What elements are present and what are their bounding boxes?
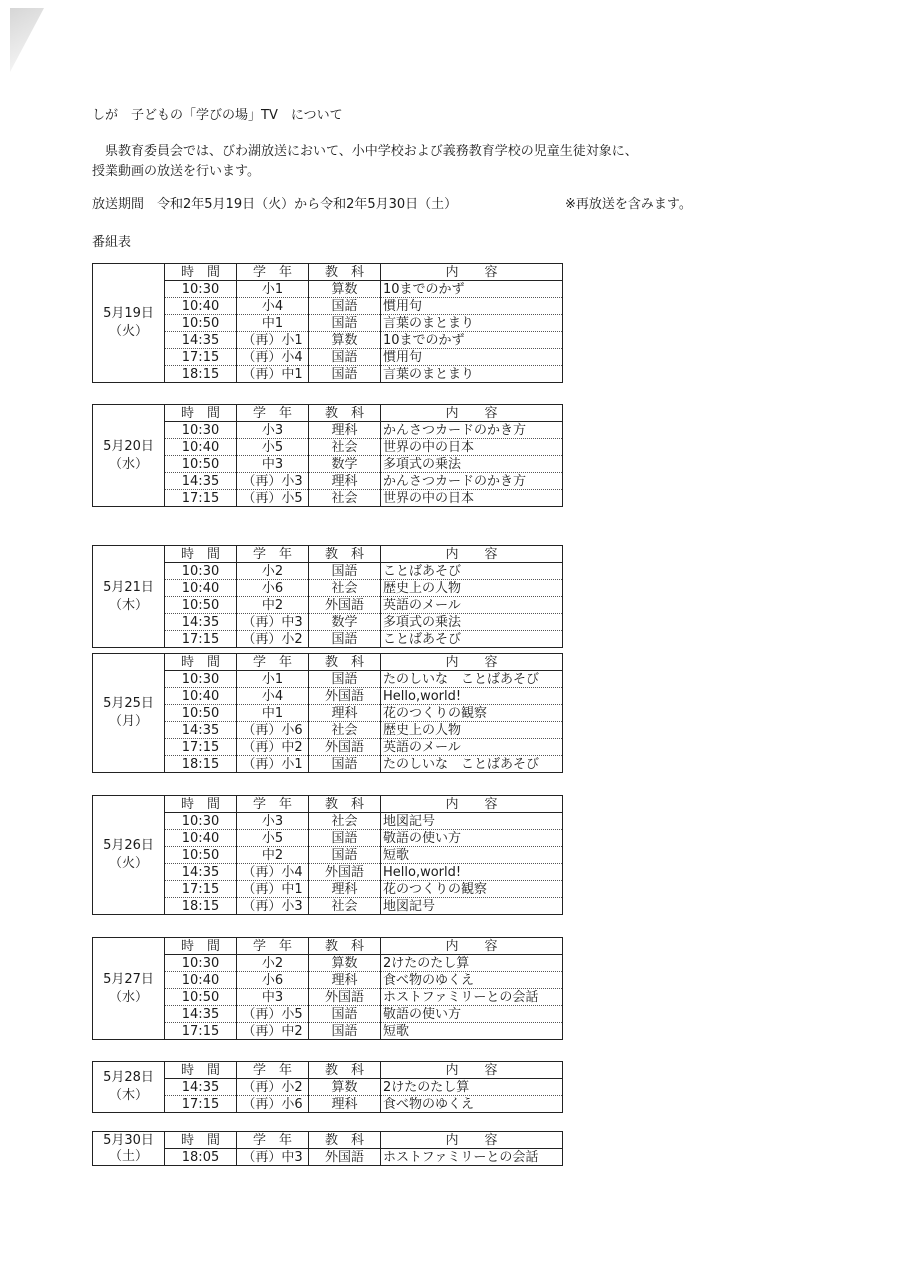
header-content: 内 容 bbox=[381, 796, 563, 813]
cell-subject: 理科 bbox=[309, 881, 381, 898]
day-label bbox=[93, 405, 165, 507]
header-subject: 教 科 bbox=[309, 654, 381, 671]
cell-subject: 外国語 bbox=[309, 1149, 381, 1166]
cell-time: 18:15 bbox=[165, 898, 237, 915]
cell-time: 10:40 bbox=[165, 439, 237, 456]
cell-grade: （再）小2 bbox=[237, 631, 309, 648]
cell-grade: 小2 bbox=[237, 955, 309, 972]
cell-content: ホストファミリーとの会話 bbox=[381, 989, 563, 1006]
header-content: 内 容 bbox=[381, 546, 563, 563]
cell-time: 10:30 bbox=[165, 813, 237, 830]
cell-content: 世界の中の日本 bbox=[381, 490, 563, 507]
cell-content: 花のつくりの観察 bbox=[381, 705, 563, 722]
cell-subject: 社会 bbox=[309, 813, 381, 830]
cell-time: 14:35 bbox=[165, 722, 237, 739]
cell-content: 2けたのたし算 bbox=[381, 1079, 563, 1096]
cell-time: 10:30 bbox=[165, 281, 237, 298]
header-grade: 学 年 bbox=[237, 405, 309, 422]
cell-subject: 社会 bbox=[309, 490, 381, 507]
cell-content: 10までのかず bbox=[381, 281, 563, 298]
cell-grade: （再）中1 bbox=[237, 366, 309, 383]
cell-subject: 数学 bbox=[309, 614, 381, 631]
cell-content: 歴史上の人物 bbox=[381, 722, 563, 739]
cell-subject: 理科 bbox=[309, 972, 381, 989]
schedule-table bbox=[92, 404, 563, 507]
intro-line-1: 県教育委員会では、びわ湖放送において、小中学校および義務教育学校の児童生徒対象に、 bbox=[105, 144, 638, 159]
cell-time: 14:35 bbox=[165, 473, 237, 490]
cell-content: 多項式の乗法 bbox=[381, 456, 563, 473]
cell-time: 17:15 bbox=[165, 1023, 237, 1040]
header-row bbox=[93, 654, 563, 671]
header-grade: 学 年 bbox=[237, 546, 309, 563]
header-row bbox=[93, 405, 563, 422]
cell-time: 10:40 bbox=[165, 298, 237, 315]
cell-subject: 算数 bbox=[309, 1079, 381, 1096]
header-content: 内 容 bbox=[381, 405, 563, 422]
cell-subject: 算数 bbox=[309, 332, 381, 349]
schedule-table bbox=[92, 937, 563, 1040]
cell-subject: 理科 bbox=[309, 1096, 381, 1113]
cell-subject: 外国語 bbox=[309, 597, 381, 614]
header-row bbox=[93, 1132, 563, 1149]
cell-time: 10:40 bbox=[165, 972, 237, 989]
cell-grade: 小3 bbox=[237, 813, 309, 830]
cell-grade: 小6 bbox=[237, 972, 309, 989]
cell-subject: 国語 bbox=[309, 563, 381, 580]
cell-time: 10:40 bbox=[165, 830, 237, 847]
day-label bbox=[93, 938, 165, 1040]
cell-subject: 国語 bbox=[309, 366, 381, 383]
header-content: 内 容 bbox=[381, 938, 563, 955]
schedule-table bbox=[92, 795, 563, 915]
schedule-table bbox=[92, 545, 563, 648]
cell-grade: 小2 bbox=[237, 563, 309, 580]
cell-subject: 社会 bbox=[309, 439, 381, 456]
scan-corner-mark bbox=[10, 8, 44, 72]
cell-content: 歴史上の人物 bbox=[381, 580, 563, 597]
header-time: 時 間 bbox=[165, 405, 237, 422]
cell-subject: 国語 bbox=[309, 847, 381, 864]
day-weekday: （火） bbox=[108, 324, 148, 339]
cell-subject: 外国語 bbox=[309, 739, 381, 756]
cell-time: 10:30 bbox=[165, 955, 237, 972]
cell-grade: （再）中2 bbox=[237, 1023, 309, 1040]
cell-subject: 理科 bbox=[309, 422, 381, 439]
cell-grade: （再）小1 bbox=[237, 756, 309, 773]
intro-line-2: 授業動画の放送を行います。 bbox=[92, 164, 260, 179]
day-label bbox=[93, 796, 165, 915]
cell-time: 18:15 bbox=[165, 756, 237, 773]
cell-subject: 国語 bbox=[309, 631, 381, 648]
cell-time: 14:35 bbox=[165, 1079, 237, 1096]
header-row bbox=[93, 938, 563, 955]
page-title: しが 子どもの「学びの場」TV について bbox=[92, 108, 343, 123]
header-subject: 教 科 bbox=[309, 938, 381, 955]
cell-time: 17:15 bbox=[165, 631, 237, 648]
day-weekday: （月） bbox=[108, 714, 148, 729]
day-weekday: （木） bbox=[108, 1088, 148, 1103]
cell-content: 英語のメール bbox=[381, 739, 563, 756]
cell-subject: 社会 bbox=[309, 580, 381, 597]
cell-content: たのしいな ことばあそび bbox=[381, 756, 563, 773]
cell-grade: 中2 bbox=[237, 597, 309, 614]
header-subject: 教 科 bbox=[309, 405, 381, 422]
cell-content: 敬語の使い方 bbox=[381, 830, 563, 847]
header-row bbox=[93, 796, 563, 813]
day-weekday: （木） bbox=[108, 597, 148, 613]
cell-content: Hello,world! bbox=[381, 864, 563, 881]
cell-content: 敬語の使い方 bbox=[381, 1006, 563, 1023]
header-time: 時 間 bbox=[165, 796, 237, 813]
cell-subject: 国語 bbox=[309, 298, 381, 315]
cell-grade: 小4 bbox=[237, 298, 309, 315]
cell-time: 14:35 bbox=[165, 864, 237, 881]
cell-subject: 算数 bbox=[309, 281, 381, 298]
cell-grade: 小5 bbox=[237, 830, 309, 847]
schedule-table bbox=[92, 653, 563, 773]
header-subject: 教 科 bbox=[309, 546, 381, 563]
header-grade: 学 年 bbox=[237, 796, 309, 813]
cell-content: 食べ物のゆくえ bbox=[381, 1096, 563, 1113]
cell-content: ことばあそび bbox=[381, 563, 563, 580]
cell-time: 18:05 bbox=[165, 1149, 237, 1166]
day-label bbox=[93, 1132, 165, 1166]
cell-subject: 社会 bbox=[309, 722, 381, 739]
header-subject: 教 科 bbox=[309, 796, 381, 813]
cell-content: Hello,world! bbox=[381, 688, 563, 705]
cell-subject: 国語 bbox=[309, 756, 381, 773]
header-row bbox=[93, 546, 563, 563]
header-time: 時 間 bbox=[165, 546, 237, 563]
cell-grade: 小1 bbox=[237, 281, 309, 298]
cell-subject: 国語 bbox=[309, 1006, 381, 1023]
cell-content: 慣用句 bbox=[381, 349, 563, 366]
day-date: 5月20日 bbox=[103, 438, 154, 454]
cell-subject: 国語 bbox=[309, 671, 381, 688]
cell-subject: 外国語 bbox=[309, 864, 381, 881]
cell-time: 17:15 bbox=[165, 1096, 237, 1113]
cell-time: 18:15 bbox=[165, 366, 237, 383]
cell-subject: 外国語 bbox=[309, 989, 381, 1006]
cell-grade: 小1 bbox=[237, 671, 309, 688]
cell-subject: 国語 bbox=[309, 349, 381, 366]
cell-time: 17:15 bbox=[165, 881, 237, 898]
cell-grade: （再）小2 bbox=[237, 1079, 309, 1096]
cell-content: 地図記号 bbox=[381, 813, 563, 830]
cell-time: 10:50 bbox=[165, 315, 237, 332]
header-subject: 教 科 bbox=[309, 1062, 381, 1079]
cell-time: 10:50 bbox=[165, 597, 237, 614]
cell-time: 17:15 bbox=[165, 739, 237, 756]
header-grade: 学 年 bbox=[237, 1132, 309, 1149]
day-weekday: （水） bbox=[108, 456, 148, 472]
schedule-table bbox=[92, 263, 563, 383]
cell-grade: （再）中1 bbox=[237, 881, 309, 898]
header-content: 内 容 bbox=[381, 654, 563, 671]
day-label bbox=[93, 1062, 165, 1113]
broadcast-period: 放送期間 令和2年5月19日（火）から令和2年5月30日（土） bbox=[92, 197, 458, 212]
day-date: 5月28日 bbox=[103, 1070, 154, 1085]
cell-content: 短歌 bbox=[381, 847, 563, 864]
header-row bbox=[93, 1062, 563, 1079]
cell-subject: 理科 bbox=[309, 705, 381, 722]
cell-time: 10:30 bbox=[165, 422, 237, 439]
cell-grade: （再）小4 bbox=[237, 864, 309, 881]
day-date: 5月27日 bbox=[103, 971, 154, 987]
cell-time: 14:35 bbox=[165, 614, 237, 631]
cell-grade: （再）小5 bbox=[237, 1006, 309, 1023]
cell-content: かんさつカードのかき方 bbox=[381, 473, 563, 490]
day-date: 5月26日 bbox=[103, 838, 154, 853]
cell-content: 英語のメール bbox=[381, 597, 563, 614]
cell-grade: （再）小6 bbox=[237, 722, 309, 739]
cell-grade: 中3 bbox=[237, 989, 309, 1006]
day-date: 5月21日 bbox=[103, 579, 154, 595]
cell-grade: 中1 bbox=[237, 705, 309, 722]
cell-subject: 数学 bbox=[309, 456, 381, 473]
cell-grade: （再）中2 bbox=[237, 739, 309, 756]
schedule-table bbox=[92, 1061, 563, 1113]
cell-content: 短歌 bbox=[381, 1023, 563, 1040]
cell-subject: 社会 bbox=[309, 898, 381, 915]
day-label bbox=[93, 264, 165, 383]
cell-grade: （再）小5 bbox=[237, 490, 309, 507]
cell-time: 10:50 bbox=[165, 847, 237, 864]
header-time: 時 間 bbox=[165, 1132, 237, 1149]
cell-grade: 小4 bbox=[237, 688, 309, 705]
cell-grade: （再）中3 bbox=[237, 614, 309, 631]
schedule-label: 番組表 bbox=[92, 235, 132, 250]
day-weekday: （水） bbox=[108, 989, 148, 1005]
cell-grade: （再）小3 bbox=[237, 473, 309, 490]
day-weekday: （火） bbox=[108, 856, 148, 871]
cell-subject: 理科 bbox=[309, 473, 381, 490]
day-date: 5月19日 bbox=[103, 306, 154, 321]
cell-grade: 小5 bbox=[237, 439, 309, 456]
cell-content: 2けたのたし算 bbox=[381, 955, 563, 972]
cell-subject: 国語 bbox=[309, 315, 381, 332]
cell-content: かんさつカードのかき方 bbox=[381, 422, 563, 439]
cell-grade: 中1 bbox=[237, 315, 309, 332]
cell-time: 17:15 bbox=[165, 349, 237, 366]
cell-content: 多項式の乗法 bbox=[381, 614, 563, 631]
cell-time: 10:40 bbox=[165, 688, 237, 705]
header-subject: 教 科 bbox=[309, 264, 381, 281]
cell-time: 10:50 bbox=[165, 456, 237, 473]
cell-grade: （再）小3 bbox=[237, 898, 309, 915]
header-grade: 学 年 bbox=[237, 938, 309, 955]
day-date: 5月30日 bbox=[103, 1132, 154, 1148]
cell-grade: 小6 bbox=[237, 580, 309, 597]
cell-grade: （再）小4 bbox=[237, 349, 309, 366]
cell-time: 14:35 bbox=[165, 1006, 237, 1023]
day-label bbox=[93, 654, 165, 773]
cell-time: 10:30 bbox=[165, 671, 237, 688]
header-grade: 学 年 bbox=[237, 654, 309, 671]
cell-grade: 小3 bbox=[237, 422, 309, 439]
day-weekday: （土） bbox=[108, 1148, 148, 1164]
header-content: 内 容 bbox=[381, 1062, 563, 1079]
cell-subject: 外国語 bbox=[309, 688, 381, 705]
cell-content: ホストファミリーとの会話 bbox=[381, 1149, 563, 1166]
cell-subject: 国語 bbox=[309, 830, 381, 847]
cell-time: 10:50 bbox=[165, 705, 237, 722]
header-subject: 教 科 bbox=[309, 1132, 381, 1149]
cell-content: 食べ物のゆくえ bbox=[381, 972, 563, 989]
day-label bbox=[93, 546, 165, 648]
cell-content: 世界の中の日本 bbox=[381, 439, 563, 456]
header-grade: 学 年 bbox=[237, 1062, 309, 1079]
cell-time: 10:30 bbox=[165, 563, 237, 580]
day-date: 5月25日 bbox=[103, 696, 154, 711]
cell-grade: （再）小1 bbox=[237, 332, 309, 349]
cell-content: 地図記号 bbox=[381, 898, 563, 915]
cell-time: 10:50 bbox=[165, 989, 237, 1006]
header-time: 時 間 bbox=[165, 264, 237, 281]
cell-grade: 中2 bbox=[237, 847, 309, 864]
cell-time: 10:40 bbox=[165, 580, 237, 597]
cell-time: 14:35 bbox=[165, 332, 237, 349]
cell-subject: 国語 bbox=[309, 1023, 381, 1040]
cell-time: 17:15 bbox=[165, 490, 237, 507]
cell-grade: （再）小6 bbox=[237, 1096, 309, 1113]
header-content: 内 容 bbox=[381, 1132, 563, 1149]
cell-content: 言葉のまとまり bbox=[381, 366, 563, 383]
rebroadcast-note: ※再放送を含みます。 bbox=[565, 197, 692, 212]
cell-content: ことばあそび bbox=[381, 631, 563, 648]
header-time: 時 間 bbox=[165, 1062, 237, 1079]
header-row bbox=[93, 264, 563, 281]
cell-grade: 中3 bbox=[237, 456, 309, 473]
cell-content: 10までのかず bbox=[381, 332, 563, 349]
header-grade: 学 年 bbox=[237, 264, 309, 281]
header-time: 時 間 bbox=[165, 654, 237, 671]
cell-content: 慣用句 bbox=[381, 298, 563, 315]
header-time: 時 間 bbox=[165, 938, 237, 955]
cell-grade: （再）中3 bbox=[237, 1149, 309, 1166]
cell-subject: 算数 bbox=[309, 955, 381, 972]
cell-content: 花のつくりの観察 bbox=[381, 881, 563, 898]
schedule-table bbox=[92, 1131, 563, 1166]
header-content: 内 容 bbox=[381, 264, 563, 281]
cell-content: 言葉のまとまり bbox=[381, 315, 563, 332]
cell-content: たのしいな ことばあそび bbox=[381, 671, 563, 688]
